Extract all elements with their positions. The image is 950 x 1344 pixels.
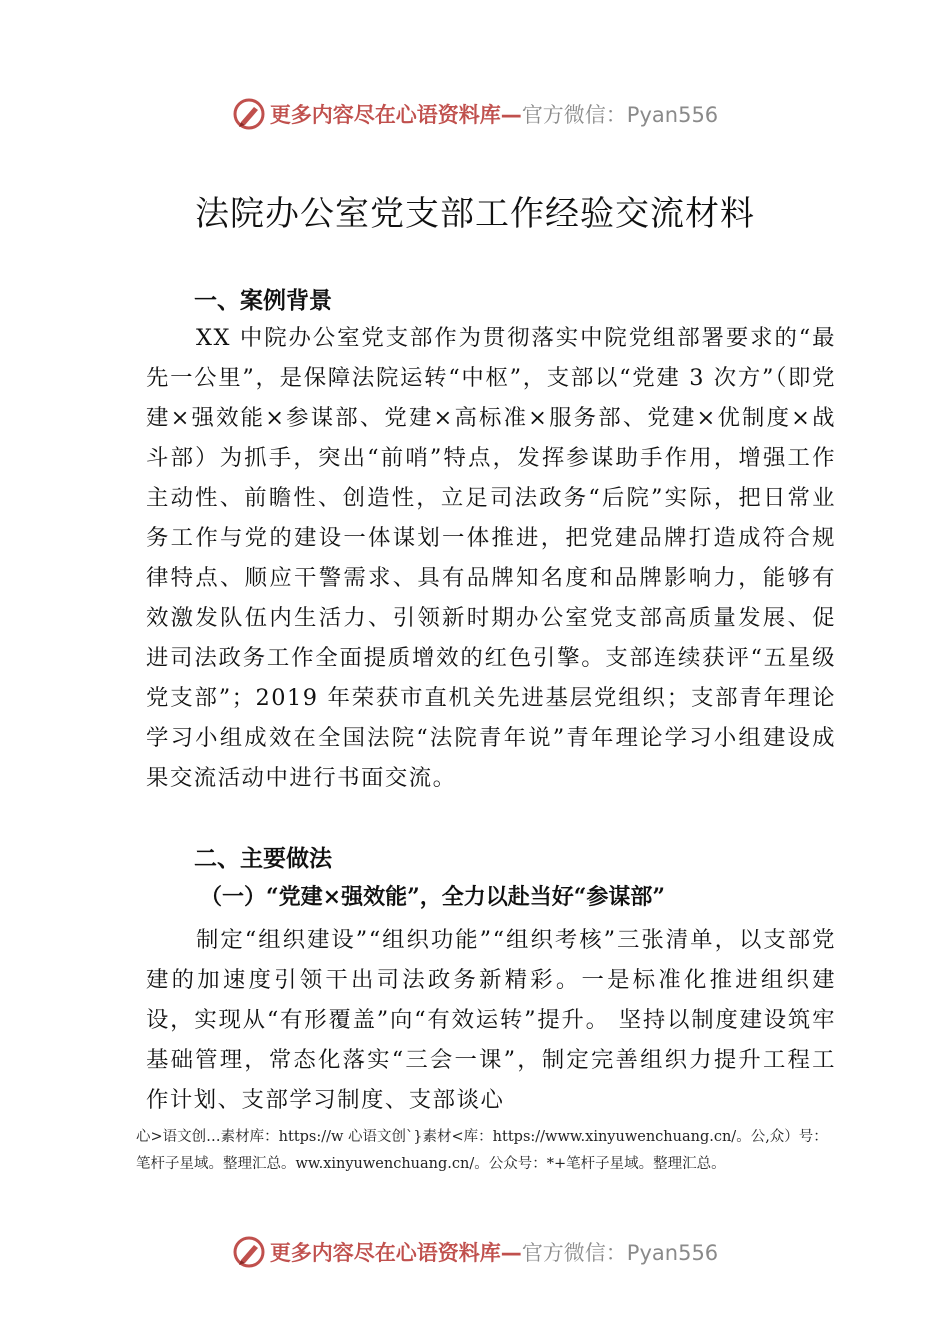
pen-logo-icon <box>232 1235 266 1269</box>
watermark-banner-bottom <box>0 1232 950 1272</box>
footnote: 心>语文创…素材库：https://w 心语文创`}素材<库：https://www.xinyuwenchuang.cn/。公,众）号：笔杆子星域。整理汇总。ww.xinyuwenchuang.cn/。公众号：*+笔杆子星域。整理汇总。 <box>136 1129 828 1172</box>
banner-text <box>270 99 718 129</box>
banner-text <box>270 1237 718 1267</box>
document-title: 法院办公室党支部工作经验交流材料 <box>195 194 755 234</box>
banner-prefix: 更多内容尽在心语资料库— <box>269 103 522 127</box>
pen-logo-icon <box>232 97 266 131</box>
paragraph-background: XX 中院办公室党支部作为贯彻落实中院党组部署要求的“最先一公里”，是保障法院运转“中枢”，支部以“党建 3 次方”（即党建×强效能×参谋部、党建×高标准×服务部、党建×优制度×战斗部）为抓手，突出“前哨”特点，发挥参谋助手作用，增强工作主动性、前瞻性、创造性，立足司法政务“后院”实际，把日常业务工作与党的建设一体谋划一体推进，把党建品牌打造成符合规律特点、顺应干警需求、具有品牌知名度和品牌影响力，能够有效激发队伍内生活力、引领新时期办公室党支部高质量发展、促进司法政务工作全面提质增效的红色引擎。支部连续获评“五星级党支部”；2019 年荣获市直机关先进基层党组织；支部青年理论学习小组成效在全国法院“法院青年说”青年理论学习小组建设成果交流活动中进行书面交流。 <box>146 325 836 791</box>
banner-suffix: 官方微信：Pyan556 <box>521 103 719 127</box>
subsection-heading-1: （一）“党建×强效能”，全力以赴当好“参谋部” <box>200 884 666 910</box>
section-heading-background: 一、案例背景 <box>194 288 332 314</box>
watermark-banner-top <box>0 94 950 134</box>
paragraph-practices: 制定“组织建设”“组织功能”“组织考核”三张清单，以支部党建的加速度引领干出司法政务新精彩。一是标准化推进组织建设，实现从“有形覆盖”向“有效运转”提升。 坚持以制度建设筑牢基础管理，常态化落实“三会一课”，制定完善组织力提升工程工作计划、支部学习制度、支部谈心 <box>146 927 836 1113</box>
section-heading-practices: 二、主要做法 <box>194 846 332 872</box>
banner-prefix: 更多内容尽在心语资料库— <box>269 1241 522 1265</box>
banner-suffix: 官方微信：Pyan556 <box>521 1241 719 1265</box>
